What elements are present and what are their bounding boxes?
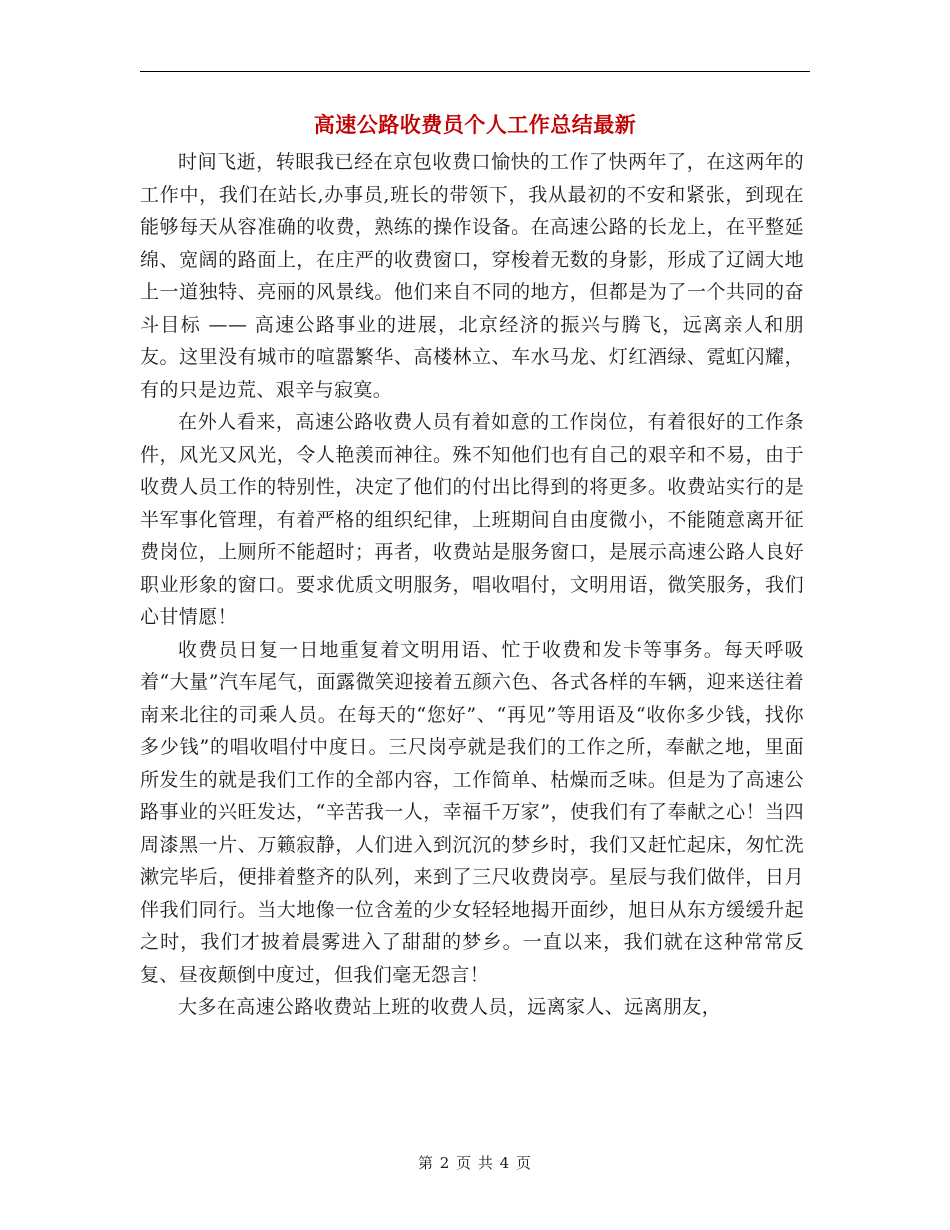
paragraph-4: 大多在高速公路收费站上班的收费人员，远离家人、远离朋友，	[178, 996, 722, 1018]
paragraph-1: 时间飞逝，转眼我已经在京包收费口愉快的工作了快两年了，在这两年的工作中，我们在站长,办事员,班长的带领下，我从最初的不安和紧张，到现在能够每天从容准确的收费，熟练的操作设备。在高速公路的长龙上，在平整延绵、宽阔的路面上，在庄严的收费窗口，穿梭着无数的身影，形成了辽阔大地上一道独特、亮丽的风景线。他们来自不同的地方，但都是为了一个共同的奋斗目标 —— 高速公路事业的进展，北京经济的振兴与腾飞，远离亲人和朋友。这里没有城市的喧嚣繁华、高楼林立、车水马龙、灯红酒绿、霓虹闪耀，有的只是边荒、艰辛与寂寞。	[140, 151, 804, 401]
document-title: 高速公路收费员个人工作总结最新	[313, 112, 637, 137]
paragraph-3: 收费员日复一日地重复着文明用语、忙于收费和发卡等事务。每天呼吸着“大量”汽车尾气，面露微笑迎接着五颜六色、各式各样的车辆，迎来送往着南来北往的司乘人员。在每天的“您好”、“再见”等用语及“收你多少钱，找你多少钱”的唱收唱付中度日。三尺岗亭就是我们的工作之所，奉献之地，里面所发生的就是我们工作的全部内容，工作简单、枯燥而乏味。但是为了高速公路事业的兴旺发达，“辛苦我一人，幸福千万家”，使我们有了奉献之心！当四周漆黑一片、万籁寂静，人们进入到沉沉的梦乡时，我们又赶忙起床，匆忙洗漱完毕后，便排着整齐的队列，来到了三尺收费岗亭。星辰与我们做伴，日月伴我们同行。当大地像一位含羞的少女轻轻地揭开面纱，旭日从东方缓缓升起之时，我们才披着晨雾进入了甜甜的梦乡。一直以来，我们就在这种常常反复、昼夜颠倒中度过，但我们毫无怨言！	[140, 638, 804, 986]
document-body	[140, 146, 804, 1024]
paragraph-2: 在外人看来，高速公路收费人员有着如意的工作岗位，有着很好的工作条件，风光又风光，令人艳羡而神往。殊不知他们也有自己的艰辛和不易，由于收费人员工作的特别性，决定了他们的付出比得到的将更多。收费站实行的是半军事化管理，有着严格的组织纪律，上班期间自由度微小，不能随意离开征费岗位，上厕所不能超时；再者，收费站是服务窗口，是展示高速公路人良好职业形象的窗口。要求优质文明服务，唱收唱付，文明用语，微笑服务，我们心甘情愿！	[140, 411, 804, 628]
header-rule	[140, 71, 810, 72]
page-number-footer: 第 2 页 共 4 页	[418, 1154, 532, 1172]
